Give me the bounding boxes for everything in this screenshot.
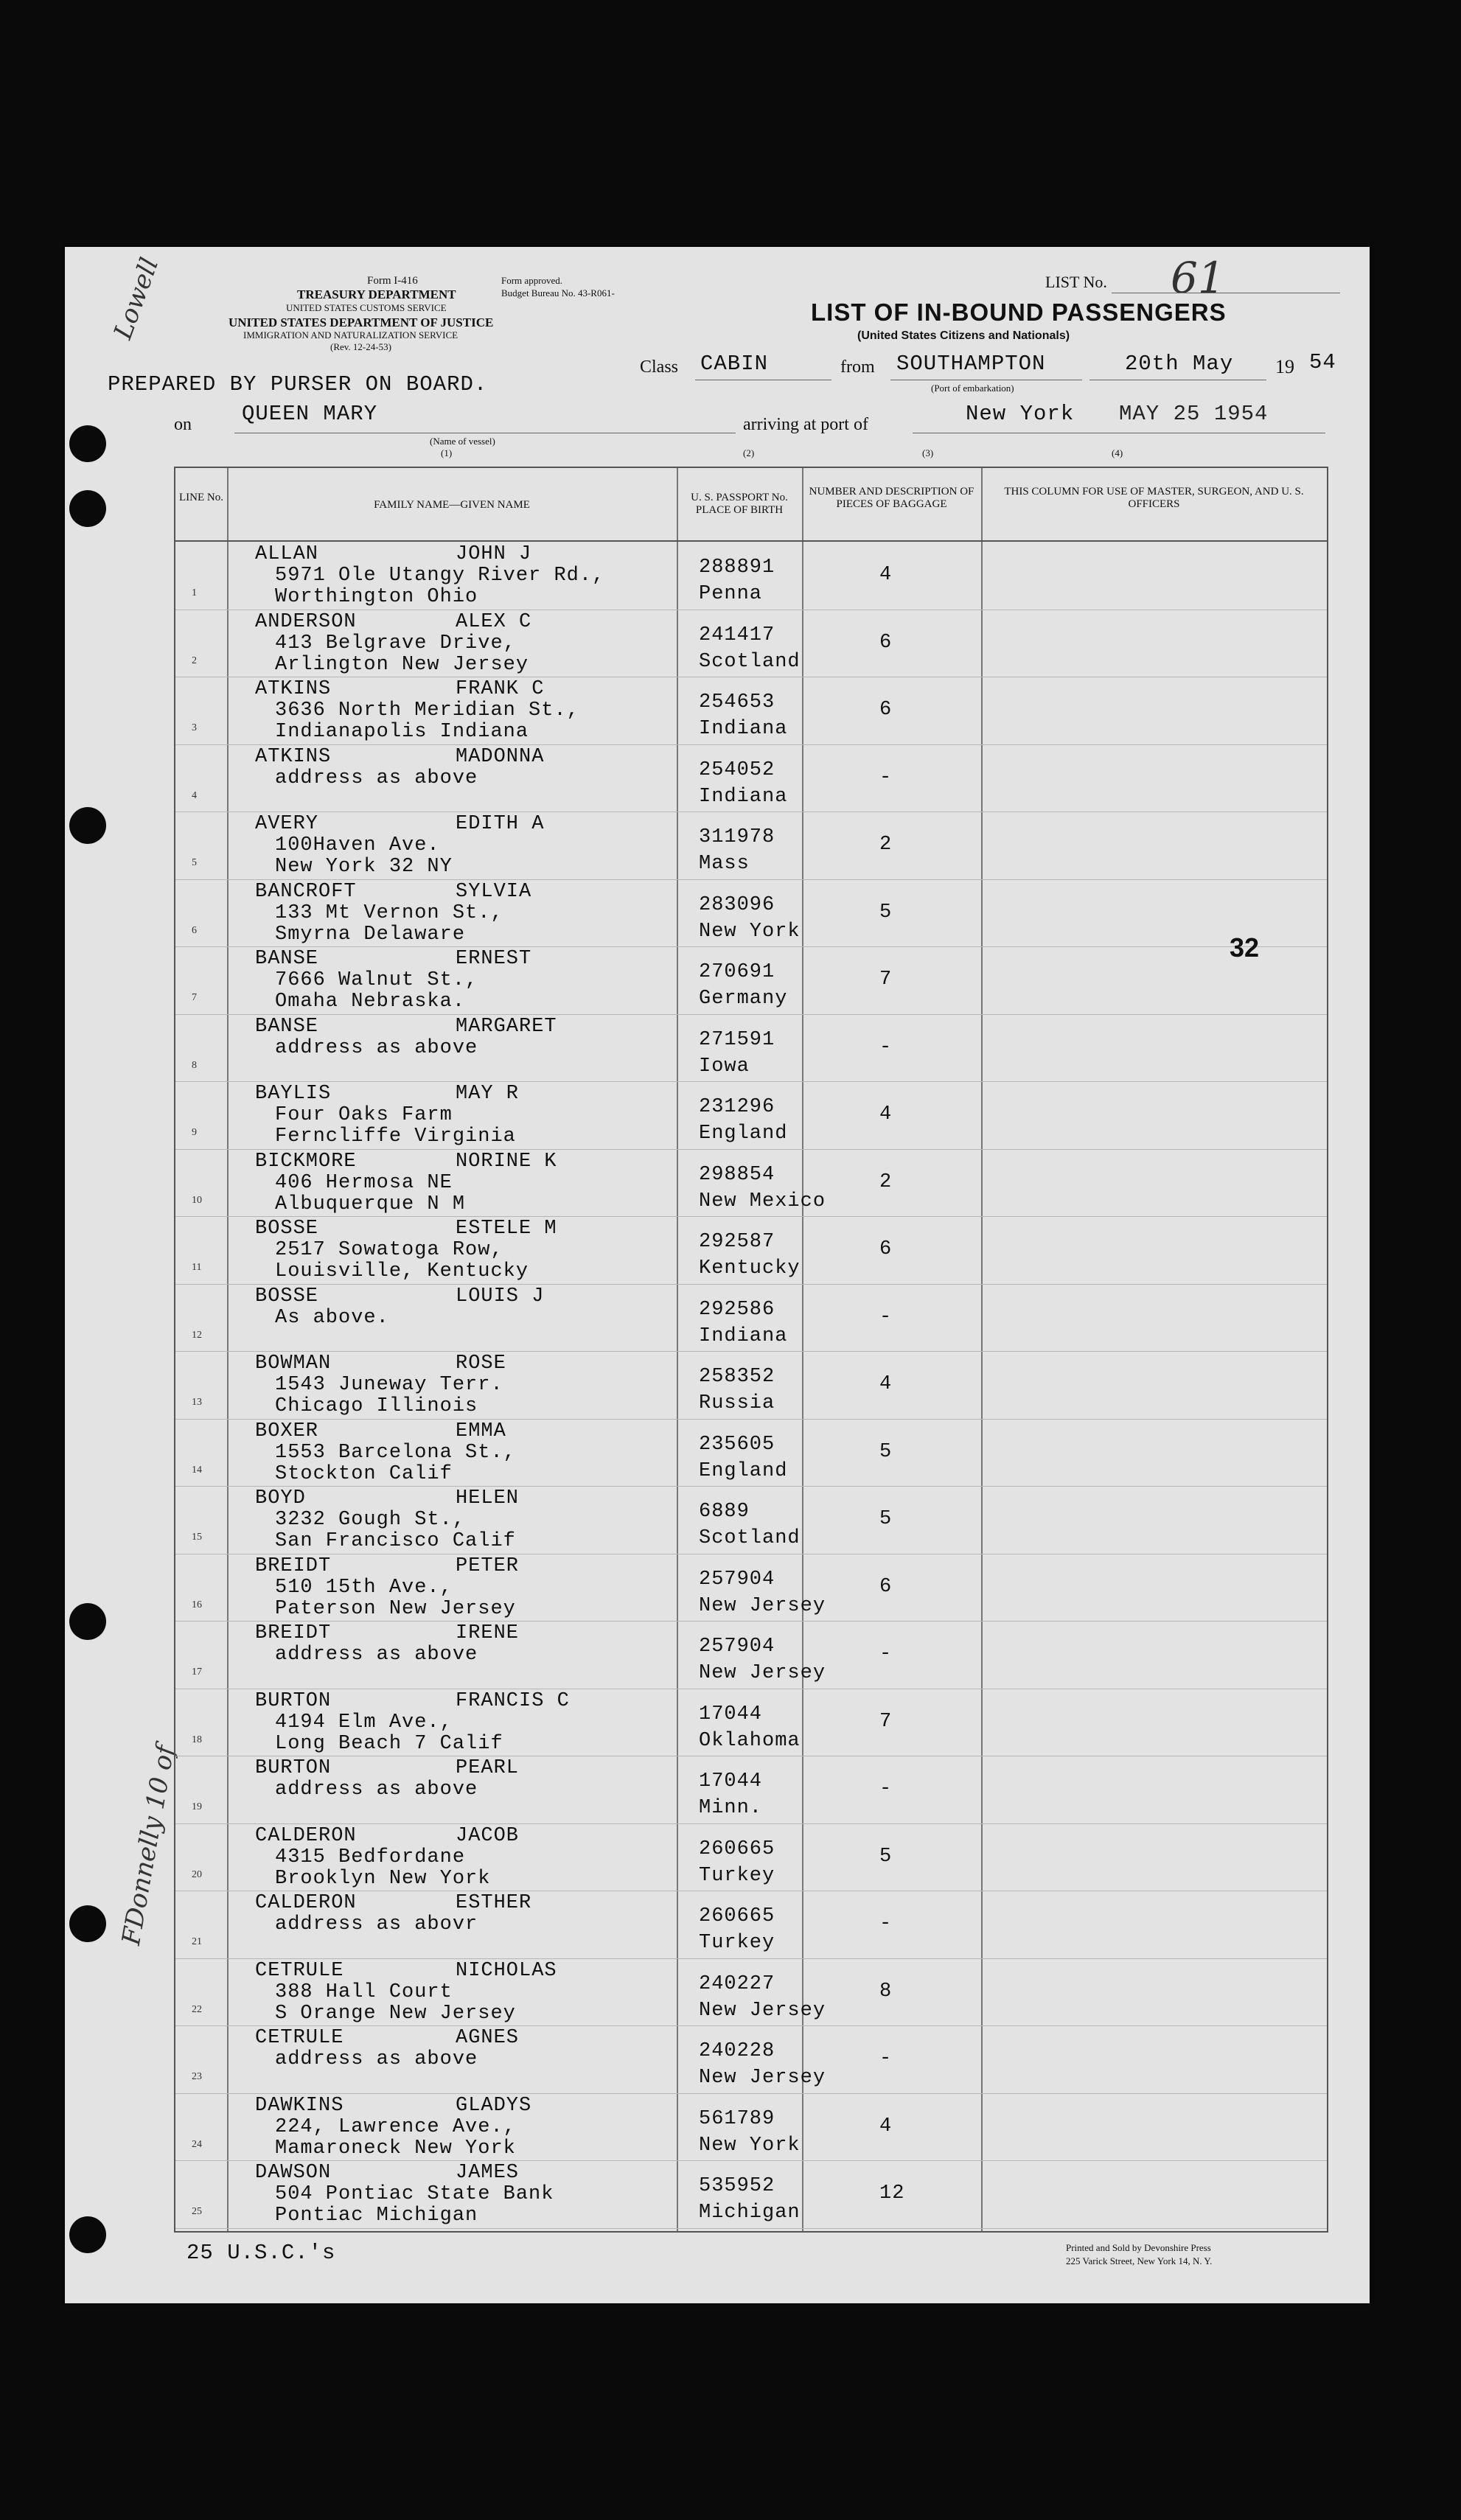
table-row [175, 1419, 1327, 1487]
prepared-by: PREPARED BY PURSER ON BOARD. [108, 372, 488, 397]
address-line-1: 413 Belgrave Drive, [275, 632, 516, 655]
passport-number: 311978 [699, 826, 775, 848]
address-line-1: 224, Lawrence Ave., [275, 2115, 516, 2138]
given-name: HELEN [456, 1487, 520, 1509]
address-line-2: Ferncliffe Virginia [275, 1125, 516, 1148]
line-number: 21 [192, 1936, 202, 1947]
given-name: PETER [456, 1554, 520, 1577]
table-row [175, 946, 1327, 1015]
passport-number: 271591 [699, 1028, 775, 1051]
family-name: BOSSE [255, 1218, 319, 1240]
table-row [175, 1823, 1327, 1892]
family-name: BOXER [255, 1420, 319, 1442]
address-line-1: 1553 Barcelona St., [275, 1441, 516, 1464]
place-of-birth: Indiana [699, 718, 788, 740]
family-name: BURTON [255, 1689, 332, 1712]
table-row [175, 677, 1327, 745]
passport-number: 257904 [699, 1568, 775, 1591]
address-line-2: S Orange New Jersey [275, 2002, 516, 2025]
form-approved: Form approved. [501, 275, 563, 286]
place-of-birth: New Jersey [699, 1999, 826, 2022]
given-name: FRANK C [456, 678, 545, 700]
passport-number: 283096 [699, 893, 775, 916]
baggage-count: 2 [879, 1170, 893, 1193]
passport-number: 17044 [699, 1703, 763, 1725]
address-line-1: address as abovr [275, 1913, 478, 1936]
family-name: ATKINS [255, 678, 332, 700]
given-name: PEARL [456, 1757, 520, 1779]
handwritten-note: Lowell [108, 254, 165, 343]
given-name: AGNES [456, 2027, 520, 2049]
address-line-2: Paterson New Jersey [275, 1597, 516, 1620]
place-of-birth: Germany [699, 988, 788, 1010]
col-2-marker: (2) [743, 447, 755, 458]
passenger-table [174, 467, 1328, 2233]
family-name: CETRULE [255, 2027, 344, 2049]
address-line-2: Louisville, Kentucky [275, 1260, 529, 1282]
line-number: 25 [192, 2206, 202, 2217]
address-line-2: Long Beach 7 Calif [275, 1732, 503, 1755]
place-of-birth: Scotland [699, 1527, 801, 1549]
baggage-count: 6 [879, 1238, 893, 1260]
given-name: ALEX C [456, 610, 532, 633]
table-row [175, 1621, 1327, 1689]
given-name: MADONNA [456, 745, 545, 768]
baggage-count: 4 [879, 2115, 893, 2137]
on-label: on [174, 415, 192, 434]
place-of-birth: New Jersey [699, 1594, 826, 1617]
family-name: BANSE [255, 948, 319, 970]
place-of-birth: Iowa [699, 1055, 750, 1078]
port-of-embarkation: SOUTHAMPTON [896, 352, 1046, 376]
passport-number: 240227 [699, 1972, 775, 1995]
passport-number: 260665 [699, 1837, 775, 1860]
passport-number: 260665 [699, 1905, 775, 1927]
given-name: NICHOLAS [456, 1959, 557, 1982]
place-of-birth: New Jersey [699, 2067, 826, 2089]
place-of-birth: Scotland [699, 650, 801, 673]
address-line-1: 4315 Bedfordane [275, 1846, 466, 1868]
table-row [175, 879, 1327, 948]
table-row [175, 1958, 1327, 2027]
given-name: FRANCIS C [456, 1689, 570, 1712]
place-of-birth: New York [699, 920, 801, 943]
place-of-birth: New Mexico [699, 1190, 826, 1212]
punch-hole [69, 2216, 106, 2253]
address-line-1: As above. [275, 1306, 389, 1329]
given-name: GLADYS [456, 2094, 532, 2117]
header-baggage: NUMBER AND DESCRIPTION OF PIECES OF BAGGAGE [809, 486, 974, 510]
class-value: CABIN [700, 352, 769, 376]
place-of-birth: Russia [699, 1392, 775, 1414]
given-name: NORINE K [456, 1150, 557, 1173]
printer-line-1: Printed and Sold by Devonshire Press [1066, 2242, 1211, 2253]
table-row [175, 2025, 1327, 2094]
manifest-sheet [65, 247, 1370, 2303]
year-suffix: 54 [1309, 350, 1336, 374]
col-4-marker: (4) [1112, 447, 1123, 458]
place-of-birth: Turkey [699, 1932, 775, 1954]
address-line-1: 133 Mt Vernon St., [275, 901, 503, 924]
address-line-1: 5971 Ole Utangy River Rd., [275, 565, 605, 587]
family-name: CALDERON [255, 1824, 357, 1847]
family-name: BREIDT [255, 1554, 332, 1577]
family-name: DAWKINS [255, 2094, 344, 2117]
table-row [175, 1554, 1327, 1622]
baggage-count: 6 [879, 631, 893, 654]
table-row [175, 1891, 1327, 1959]
punch-hole [69, 807, 106, 844]
col-1-marker: (1) [441, 447, 453, 458]
address-line-1: address as above [275, 1036, 478, 1059]
arrival-port: New York [966, 402, 1075, 426]
family-name: BREIDT [255, 1622, 332, 1644]
punch-hole [69, 1905, 106, 1942]
table-row [175, 1014, 1327, 1083]
address-line-2: San Francisco Calif [275, 1530, 516, 1552]
baggage-count: 7 [879, 1710, 893, 1733]
family-name: DAWSON [255, 2162, 332, 2184]
passport-number: 292587 [699, 1231, 775, 1253]
place-of-birth: Penna [699, 583, 763, 605]
table-row [175, 542, 1327, 610]
table-row [175, 2093, 1327, 2162]
baggage-count: - [879, 1036, 893, 1058]
address-line-1: 3232 Gough St., [275, 1509, 466, 1531]
table-row [175, 1486, 1327, 1554]
place-of-birth: England [699, 1123, 788, 1145]
place-of-birth: Kentucky [699, 1257, 801, 1280]
address-line-1: 406 Hermosa NE [275, 1171, 453, 1194]
line-number: 24 [192, 2138, 202, 2150]
line-number: 12 [192, 1329, 202, 1341]
line-number: 6 [192, 924, 197, 936]
baggage-count: 6 [879, 1575, 893, 1598]
family-name: BOSSE [255, 1285, 319, 1308]
place-of-birth: Indiana [699, 1324, 788, 1347]
given-name: MARGARET [456, 1015, 557, 1038]
line-number: 17 [192, 1666, 202, 1678]
baggage-count: - [879, 1305, 893, 1328]
baggage-count: 4 [879, 1373, 893, 1395]
family-name: CALDERON [255, 1892, 357, 1914]
passport-number: 6889 [699, 1501, 750, 1523]
given-name: JOHN J [456, 543, 532, 565]
place-of-birth: New York [699, 2134, 801, 2157]
table-row [175, 1756, 1327, 1824]
address-line-1: 388 Hall Court [275, 1980, 453, 2003]
address-line-1: 1543 Juneway Terr. [275, 1374, 503, 1396]
address-line-2: Stockton Calif [275, 1462, 453, 1485]
passport-number: 292586 [699, 1298, 775, 1321]
baggage-count: - [879, 1778, 893, 1800]
line-number: 3 [192, 722, 197, 733]
family-name: BAYLIS [255, 1083, 332, 1105]
address-line-1: 2517 Sowatoga Row, [275, 1239, 503, 1261]
passport-number: 535952 [699, 2175, 775, 2197]
line-number: 23 [192, 2071, 202, 2082]
line-number: 11 [192, 1262, 202, 1273]
passport-number: 254653 [699, 691, 775, 713]
form-number: Form I-416 [367, 275, 418, 287]
baggage-count: - [879, 1913, 893, 1935]
place-of-birth: Mass [699, 853, 750, 875]
address-line-2: Arlington New Jersey [275, 653, 529, 676]
header-line-no: LINE No. [179, 492, 223, 503]
revision-date: (Rev. 12-24-53) [330, 341, 391, 352]
address-line-1: address as above [275, 1644, 478, 1666]
baggage-count: 8 [879, 1980, 893, 2003]
header-name: FAMILY NAME—GIVEN NAME [374, 499, 530, 511]
family-name: ATKINS [255, 745, 332, 768]
from-label: from [840, 357, 875, 377]
immigration-service: IMMIGRATION AND NATURALIZATION SERVICE [243, 329, 458, 341]
address-line-1: 510 15th Ave., [275, 1576, 453, 1599]
line-number: 8 [192, 1059, 197, 1071]
col-3-marker: (3) [922, 447, 934, 458]
passport-number: 258352 [699, 1366, 775, 1388]
table-row [175, 1351, 1327, 1420]
header-passport: U. S. PASSPORT No. PLACE OF BIRTH [691, 492, 788, 516]
family-name: BICKMORE [255, 1150, 357, 1173]
place-of-birth: Minn. [699, 1797, 763, 1819]
line-number: 1 [192, 587, 197, 598]
given-name: EMMA [456, 1420, 506, 1442]
address-line-2: Indianapolis Indiana [275, 721, 529, 743]
given-name: SYLVIA [456, 880, 532, 903]
budget-bureau: Budget Bureau No. 43-R061- [501, 287, 615, 299]
passport-number: 240228 [699, 2040, 775, 2062]
printer-line-2: 225 Varick Street, New York 14, N. Y. [1066, 2255, 1213, 2266]
vessel-name: QUEEN MARY [242, 402, 378, 426]
passport-number: 270691 [699, 961, 775, 983]
arrival-date-stamp: MAY 25 1954 [1119, 402, 1269, 426]
given-name: JACOB [456, 1824, 520, 1847]
address-line-1: address as above [275, 767, 478, 789]
address-line-2: Mamaroneck New York [275, 2137, 516, 2160]
family-name: BANSE [255, 1015, 319, 1038]
address-line-1: 7666 Walnut St., [275, 969, 478, 991]
address-line-1: 3636 North Meridian St., [275, 699, 579, 722]
officer-note: 32 [1230, 932, 1260, 963]
passport-number: 298854 [699, 1163, 775, 1186]
table-row [175, 1149, 1327, 1218]
baggage-count: 6 [879, 699, 893, 721]
line-number: 18 [192, 1734, 202, 1745]
line-number: 10 [192, 1194, 202, 1206]
baggage-count: 5 [879, 901, 893, 924]
given-name: ERNEST [456, 948, 532, 970]
address-line-2: Pontiac Michigan [275, 2205, 478, 2227]
customs-service: UNITED STATES CUSTOMS SERVICE [286, 302, 447, 313]
place-of-birth: Oklahoma [699, 1729, 801, 1752]
total-count: 25 U.S.C.'s [186, 2241, 336, 2265]
given-name: ESTELE M [456, 1218, 557, 1240]
place-of-birth: England [699, 1459, 788, 1482]
line-number: 22 [192, 2003, 202, 2015]
given-name: LOUIS J [456, 1285, 545, 1308]
address-line-2: Chicago Illinois [275, 1395, 478, 1417]
place-of-birth: New Jersey [699, 1662, 826, 1684]
place-of-birth: Turkey [699, 1864, 775, 1887]
table-row [175, 1689, 1327, 1757]
treasury-department: TREASURY DEPARTMENT [297, 287, 456, 301]
address-line-2: Smyrna Delaware [275, 923, 466, 946]
family-name: BOYD [255, 1487, 306, 1509]
table-row [175, 2160, 1327, 2229]
address-line-1: 504 Pontiac State Bank [275, 2183, 554, 2205]
address-line-1: address as above [275, 1779, 478, 1801]
baggage-count: - [879, 1643, 893, 1665]
baggage-count: 5 [879, 1440, 893, 1463]
line-number: 16 [192, 1599, 202, 1610]
baggage-count: - [879, 2048, 893, 2070]
line-number: 5 [192, 857, 197, 868]
table-row [175, 1081, 1327, 1150]
line-number: 20 [192, 1868, 202, 1880]
address-line-1: address as above [275, 2048, 478, 2070]
family-name: BANCROFT [255, 880, 357, 903]
passport-number: 231296 [699, 1096, 775, 1118]
departure-date: 20th May [1125, 352, 1234, 376]
line-number: 9 [192, 1127, 197, 1138]
baggage-count: 7 [879, 968, 893, 991]
line-number: 19 [192, 1801, 202, 1812]
given-name: IRENE [456, 1622, 520, 1644]
passport-number: 257904 [699, 1636, 775, 1658]
class-label: Class [640, 357, 679, 377]
table-row [175, 610, 1327, 678]
baggage-count: 12 [879, 2182, 905, 2205]
baggage-count: 4 [879, 1103, 893, 1125]
passport-number: 241417 [699, 624, 775, 646]
given-name: MAY R [456, 1083, 520, 1105]
address-line-1: 100Haven Ave. [275, 834, 440, 856]
baggage-count: - [879, 766, 893, 789]
punch-hole [69, 425, 106, 462]
table-row [175, 812, 1327, 880]
table-row [175, 1216, 1327, 1285]
address-line-2: Worthington Ohio [275, 586, 478, 608]
line-number: 15 [192, 1532, 202, 1543]
family-name: BURTON [255, 1757, 332, 1779]
page-subtitle: (United States Citizens and Nationals) [857, 329, 1070, 342]
vessel-caption: (Name of vessel) [430, 436, 495, 447]
place-of-birth: Indiana [699, 785, 788, 808]
page-title: LIST OF IN-BOUND PASSENGERS [811, 299, 1227, 326]
given-name: ROSE [456, 1353, 506, 1375]
family-name: ALLAN [255, 543, 319, 565]
address-line-2: Albuquerque N M [275, 1193, 466, 1215]
year-prefix: 19 [1275, 356, 1294, 377]
table-row [175, 1284, 1327, 1353]
justice-department: UNITED STATES DEPARTMENT OF JUSTICE [229, 315, 494, 329]
baggage-count: 2 [879, 834, 893, 856]
address-line-1: Four Oaks Farm [275, 1104, 453, 1126]
passport-number: 288891 [699, 556, 775, 579]
passport-number: 235605 [699, 1433, 775, 1456]
header-officers: THIS COLUMN FOR USE OF MASTER, SURGEON, AND U. S. OFFICERS [1004, 486, 1304, 510]
baggage-count: 4 [879, 564, 893, 586]
place-of-birth: Michigan [699, 2202, 801, 2224]
given-name: JAMES [456, 2162, 520, 2184]
baggage-count: 5 [879, 1845, 893, 1868]
punch-hole [69, 490, 106, 527]
arriving-label: arriving at port of [743, 415, 868, 434]
list-no-value: 61 [1171, 253, 1225, 303]
line-number: 2 [192, 655, 197, 666]
family-name: AVERY [255, 813, 319, 835]
passport-number: 254052 [699, 758, 775, 781]
baggage-count: 5 [879, 1508, 893, 1530]
table-row [175, 744, 1327, 813]
line-number: 13 [192, 1397, 202, 1408]
line-number: 4 [192, 789, 197, 801]
address-line-2: Omaha Nebraska. [275, 991, 466, 1013]
list-no-label: LIST No. [1045, 273, 1107, 291]
punch-hole [69, 1603, 106, 1640]
passport-number: 561789 [699, 2107, 775, 2130]
address-line-2: Brooklyn New York [275, 1867, 491, 1890]
family-name: BOWMAN [255, 1353, 332, 1375]
line-number: 7 [192, 992, 197, 1003]
given-name: ESTHER [456, 1892, 532, 1914]
family-name: CETRULE [255, 1959, 344, 1982]
passport-number: 17044 [699, 1770, 763, 1793]
address-line-2: New York 32 NY [275, 856, 453, 878]
handwritten-signature: FDonnelly 10 of [116, 1743, 181, 1947]
given-name: EDITH A [456, 813, 545, 835]
address-line-1: 4194 Elm Ave., [275, 1711, 453, 1734]
port-caption: (Port of embarkation) [931, 383, 1014, 394]
family-name: ANDERSON [255, 610, 357, 633]
line-number: 14 [192, 1464, 202, 1476]
